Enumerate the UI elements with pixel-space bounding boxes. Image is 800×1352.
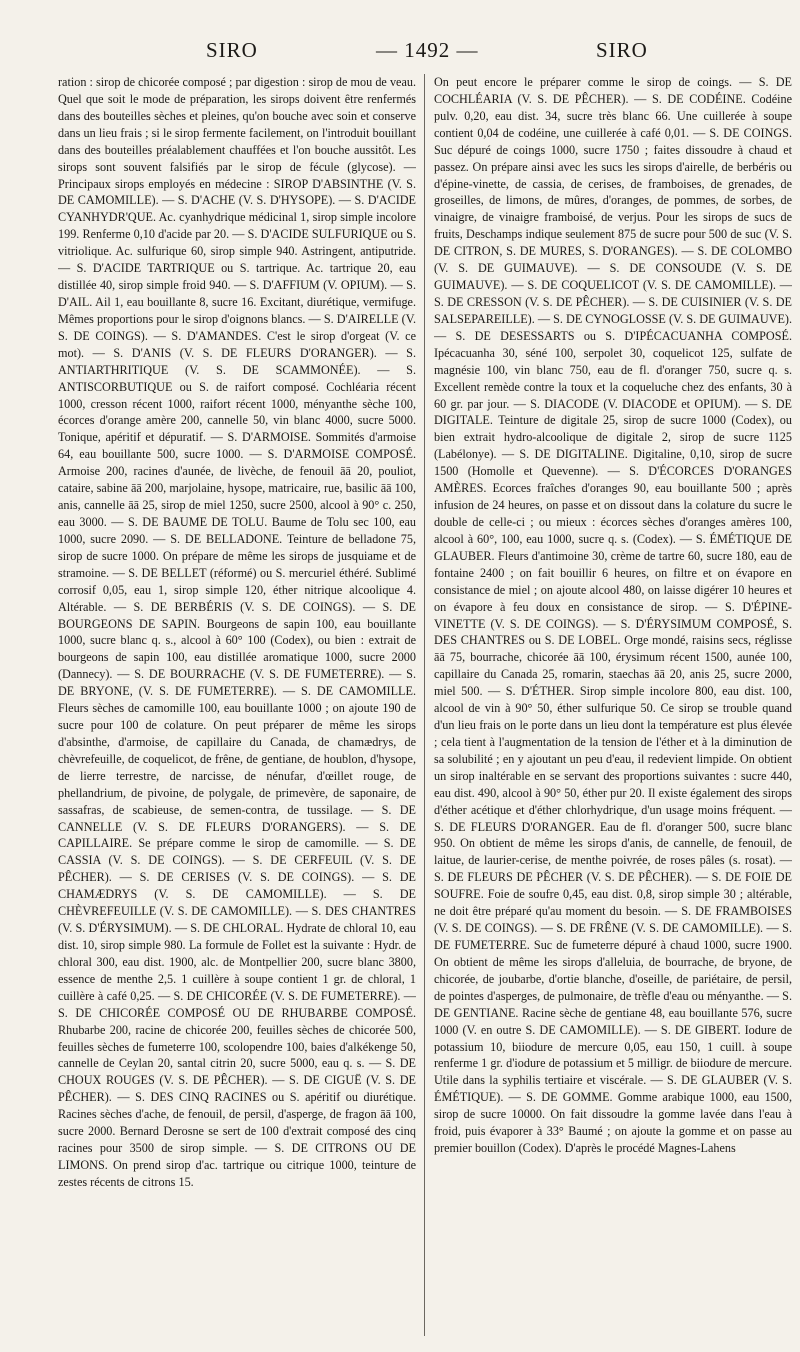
page-number: — 1492 — [376,38,479,62]
text-columns [58,74,792,1336]
left-column-text: ration : sirop de chicorée composé ; par digestion : sirop de mou de veau. Quel que soit le mode de préparation, les sirops doivent être renfermés dans des bouteilles sèches et pleines, qu'on bouche avec soin et conserve dans un lieu frais ; si le sirop fermente facilement, on l'introduit bouillant dans des bouteilles préalablement chauffées et l'on bouche aussitôt. Les sirops sont souvent falsifiés par le sirop de fécule (glycose). — Principaux sirops employés en médecine : SIROP D'ABSINTHE (V. S. DE CAMOMILLE). — S. D'ACHE (V. S. D'HYSOPE). — S. D'ACIDE CYANHYDR'QUE. Ac. cyanhydrique médicinal 1, sirop simple incolore 199. Renferme 0,10 d'acide par 20. — S. D'ACIDE SULFURIQUE ou S. vitriolique. Ac. sulfurique 60, sirop simple 940. Astringent, antiputride. — S. D'ACIDE TARTRIQUE ou S. tartrique. Ac. tartrique 20, eau distillée 40, sirop simple froid 940. — S. D'AFFIUM (V. OPIUM). — S. D'AIL. Ail 1, eau bouillante 8, sucre 16. Excitant, diurétique, vermifuge. Mêmes proportions pour le sirop d'oignons blancs. — S. D'AIRELLE (V. S. DE COINGS). — S. D'AMANDES. C'est le sirop d'orgeat (V. ce mot). — S. D'ANIS (V. S. DE FLEURS D'ORANGER). — S. ANTIARTHRITIQUE (V. S. DE SCAMMONÉE). — S. ANTISCORBUTIQUE ou S. de raifort composé. Cochléaria récent 1000, cresson récent 1000, raifort récent 1000, ményanthe sèche 100, écorces d'orange amère 200, cannelle 50, vin blanc 4000, sucre 5000. Tonique, apéritif et dépuratif. — S. D'ARMOISE. Sommités d'armoise 64, eau bouillante 500, sucre 1000. — S. D'ARMOISE COMPOSÉ. Armoise 200, racines d'aunée, de livèche, de fenouil āā 20, pouliot, cataire, sabine āā 200, marjolaine, hysope, matricaire, rue, basilic āā 100, anis, cannelle āā 25, sirop de miel 1250, sucre 2500, alcool à 90° c. 250, eau 3000. — S. DE BAUME DE TOLU. Baume de Tolu sec 100, eau 1000, sucre 2090. — S. DE BELLADONE. Teinture de belladone 75, sirop de sucre 1000. On prépare de même les sirops de jusquiame et de stramoine. — S. DE BELLET (réformé) ou S. mercuriel éthéré. Sublimé corrosif 0,05, eau 1, sirop simple 120, éther nitrique alcoolique 4. Altérable. — S. DE BERBÉRIS (V. S. DE COINGS). — S. DE BOURGEONS DE SAPIN. Bourgeons de sapin 100, eau bouillante 1000, sucre blanc q. s., alcool à 60° 100 (Codex), ou bien : extrait de bourgeons de sapin 100, eau distillée aromatique 1000, sucre 2000 (Dannecy). — S. DE BOURRACHE (V. S. DE FUMETERRE). — S. DE BRYONE, (V. S. DE FUMETERRE). — S. DE CAMOMILLE. Fleurs sèches de camomille 100, eau bouillante 1000 ; on ajoute 190 de sucre pour 100 de colature. On peut préparer de même les sirops d'absinthe, d'armoise, de capillaire du Canada, de chamædrys, de chèvrefeuille, de coquelicot, de frêne, de gentiane, de houblon, d'hysope, de lierre terrestre, de narcisse, de nénufar, d'œillet rouge, de phellandrium, de pivoine, de polygale, de primevère, de saponaire, de sassafras, de scabieuse, de semen-contra, de tussilage. — S. DE CANNELLE (V. S. DE FLEURS D'ORANGERS). — S. DE CAPILLAIRE. Se prépare comme le sirop de camomille. — S. DE CASSIA (V. S. DE COINGS). — S. DE CERFEUIL (V. S. DE PÊCHER). — S. DE CERISES (V. S. DE COINGS). — S. DE CHAMÆDRYS (V. S. DE CAMOMILLE). — S. DE CHÈVREFEUILLE (V. S. DE CAMOMILLE). — S. DES CHANTRES (V. S. D'ÉRYSIMUM). — S. DE CHLORAL. Hydrate de chloral 10, eau dist. 10, sirop simple 980. La formule de Follet est la suivante : Hydr. de chloral 300, eau dist. 1900, alc. de Montpellier 200, sucre blanc 3800, essence de menthe 2,5. 1 cuillère à soupe contient 1 gr. de chloral, 1 cuillère à café 0,25. — S. DE CHICORÉE (V. S. DE FUMETERRE). — S. DE CHICORÉE COMPOSÉ OU DE RHUBARBE COMPOSÉ. Rhubarbe 200, racine de chicorée 200, feuilles sèches de chicorée 500, feuilles sèches de fumeterre 100, scolopendre 100, baies d'alkékenge 50, cannelle de Ceylan 20, santal citrin 20, sucre 5000, eau q. s. — S. DE CHOUX ROUGES (V. S. DE PÊCHER). — S. DE CIGUË (V. S. DE PÊCHER). — S. DES CINQ RACINES ou S. apéritif ou diurétique. Racines sèches d'ache, de fenouil, de persil, d'asperge, de fragon āā 100, sucre 2000. Bernard Derosne se sert de 100 d'extrait composé des cinq racines pour 3500 de sirop simple. — S. DE CITRONS OU DE LIMONS. On prend sirop d'ac. tartrique ou citrique 1000, teinture de zestes récents de citrons 15. [58,75,416,1189]
left-column [58,74,416,1336]
running-head-right-word: SIRO [596,38,648,62]
right-column [434,74,792,1336]
running-head [58,38,786,68]
column-divider [424,74,425,1336]
running-head-left-word: SIRO [206,38,258,62]
right-column-text: On peut encore le préparer comme le sirop de coings. — S. DE COCHLÉARIA (V. S. DE PÊCHER). — S. DE CODÉINE. Codéine pulv. 0,20, eau dist. 34, sucre très blanc 66. Une cuillerée à soupe contient 0,04 de codéine, une cuillerée à café 0,01. — S. DE COINGS. Suc dépuré de coings 1000, sucre 1750 ; faites dissoudre à chaud et passez. On prépare ainsi avec les sucs les sirops d'airelle, de berbéris ou d'épine-vinette, de cassia, de cerises, de framboises, de grenades, de groseilles, de limons, de mûres, d'oranges, de pommes, de sorbes, de vinaigre, de vinaigre framboisé, de verjus. Pour les sirops de sucs de fruits, Deschamps indique seulement 875 de sucre pour 500 de suc (V. S. DE CITRON, S. DE MURES, S. D'ORANGES). — S. DE COLOMBO (V. S. DE GUIMAUVE). — S. DE CONSOUDE (V. S. DE GUIMAUVE). — S. DE COQUELICOT (V. S. DE CAMOMILLE). — S. DE CRESSON (V. S. DE PÊCHER). — S. DE CUISINIER (V. S. DE SALSEPAREILLE). — S. DE CYNOGLOSSE (V. S. DE GUIMAUVE). — S. DE DESESSARTS ou S. D'IPÉCACUANHA COMPOSÉ. Ipécacuanha 30, séné 100, serpolet 30, coquelicot 125, sulfate de magnésie 100, vin blanc 750, eau de fl. d'oranger 750, sucre q. s. Excellent remède contre la toux et la coqueluche chez des enfants, 30 à 60 gr. par jour. — S. DIACODE (V. DIACODE et OPIUM). — S. DE DIGITALE. Teinture de digitale 25, sirop de sucre 1000 (Codex), ou bien extrait hydro-alcoolique de digitale 2, sirop de sucre 1125 (Labélonye). — S. DE DIGITALINE. Digitaline, 0,10, sirop de sucre 1500 (Homolle et Quevenne). — S. D'ÉCORCES D'ORANGES AMÈRES. Ecorces fraîches d'oranges 90, eau bouillante 500 ; après infusion de 24 heures, on passe et on dissout dans la colature du sucre le double de celle-ci ; ou mieux : écorces sèches d'oranges amères 100, alcool à 60°, 100, eau 1000, sucre q. s. (Codex). — S. ÉMÉTIQUE DE GLAUBER. Fleurs d'antimoine 30, crème de tartre 60, sucre 180, eau de fontaine 2400 ; on fait bouillir 6 heures, on filtre et on évapore en consistance de miel ; on ajoute alcool 480, on laisse digérer 10 heures et on évapore à feu doux en consistance de sirop. — S. D'ÉPINE-VINETTE (V. S. DE COINGS). — S. D'ÉRYSIMUM COMPOSÉ, S. DES CHANTRES ou S. DE LOBEL. Orge mondé, raisins secs, réglisse āā 75, bourrache, chicorée āā 100, érysimum récent 1500, aunée 100, capillaire du Canada 25, romarin, staechas āā 20, anis 25, sucre 2000, miel 500. — S. D'ÉTHER. Sirop simple incolore 800, eau dist. 100, alcool de vin à 90° 50, éther sulfurique 50. Ce sirop se trouble quand d'un lieu frais on le porte dans un lieu dont la température est plus élevée ; cela tient à l'augmentation de la tension de l'éther et à la diminution de sa solubilité ; en y ajoutant un peu d'eau, il redevient limpide. On obtient un sirop inaltérable en se servant des proportions suivantes : sucre 440, eau dist. 490, alcool à 90° 50, éther pur 20. Il existe également des sirops d'éther acétique et d'éther chlorhydrique, d'un usage moins fréquent. — S. DE FLEURS D'ORANGER. Eau de fl. d'oranger 500, sucre blanc 950. On obtient de même les sirops d'anis, de cannelle, de fenouil, de laitue, de laurier-cerise, de menthe poivrée, de roses pâles (s. rosat). — S. DE FLEURS DE PÊCHER (V. S. DE PÊCHER). — S. DE FOIE DE SOUFRE. Foie de soufre 0,45, eau dist. 0,8, sirop simple 30 ; altérable, ne doit être préparé qu'au moment du besoin. — S. DE FRAMBOISES (V. S. DE COINGS). — S. DE FRÊNE (V. S. DE CAMOMILLE). — S. DE FUMETERRE. Suc de fumeterre dépuré à chaud 1000, sucre 1900. On obtient de même les sirops d'alleluia, de bourrache, de bryone, de chicorée, de joubarbe, d'ortie blanche, d'oseille, de pariétaire, de persil, de pointes d'asperges, de pulmonaire, de trèfle d'eau ou ményanthe. — S. DE GENTIANE. Racine sèche de gentiane 48, eau bouillante 576, sucre 1000 (V. en outre S. DE CAMOMILLE). — S. DE GIBERT. Iodure de potassium 10, biiodure de mercure 0,05, eau 150, 1 cuill. à soupe renferme 1 gr. d'iodure de potassium et 5 milligr. de biiodure de mercure. Utile dans la syphilis tertiaire et viscérale. — S. DE GLAUBER (V. S. ÉMÉTIQUE). — S. DE GOMME. Gomme arabique 1000, eau 1500, sirop de sucre 10000. On fait dissoudre la gomme lavée dans l'eau à froid, puis évaporer à 33° Baumé ; on ajoute la gomme et on passe au premier bouillon (Codex). D'après le procédé Magnes-Lahens [434,75,792,1156]
